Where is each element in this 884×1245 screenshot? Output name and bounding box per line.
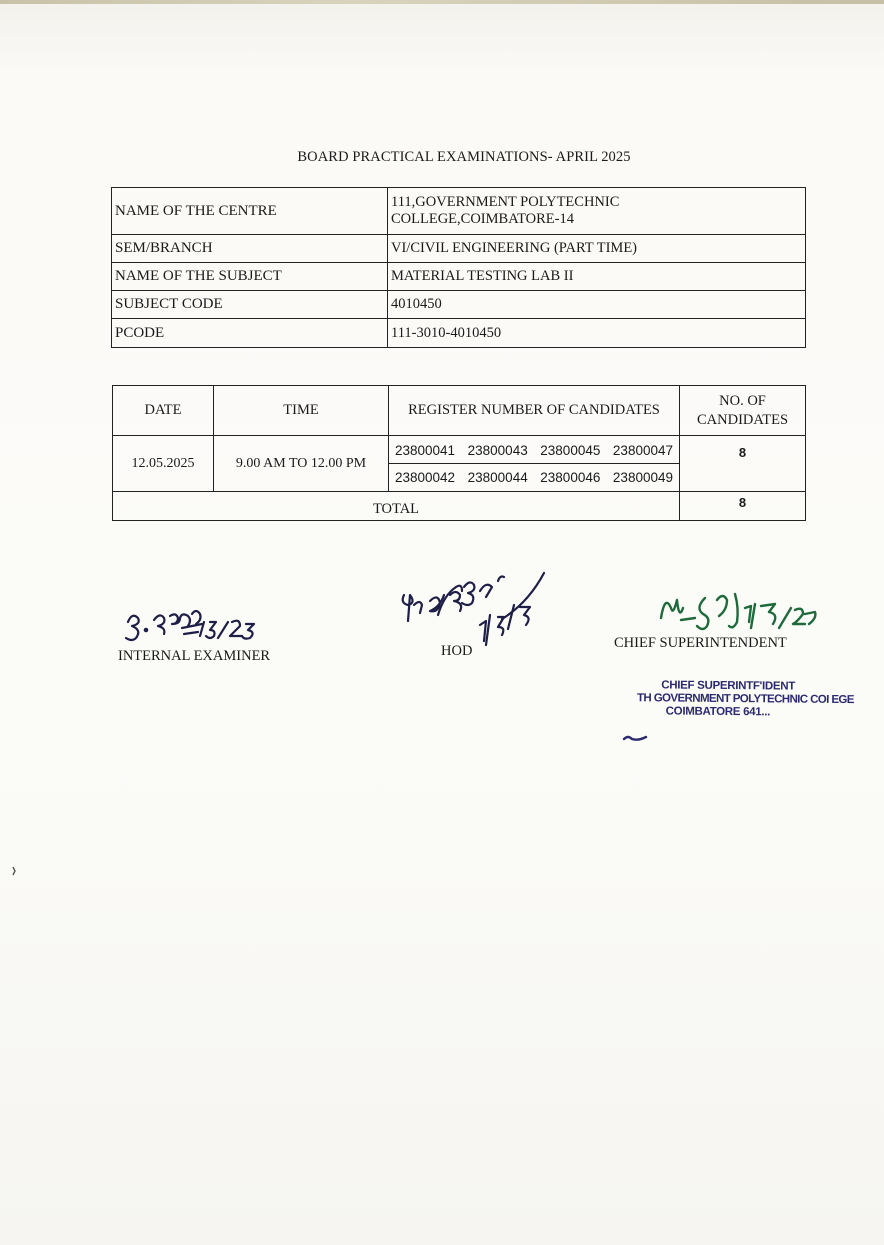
register-number: 23800042 <box>395 469 456 485</box>
candidate-count: 8 <box>738 445 747 460</box>
internal-examiner-signature <box>122 600 262 648</box>
total-row <box>113 492 805 520</box>
internal-examiner-label: INTERNAL EXAMINER <box>118 648 271 664</box>
count-header-line1: NO. OF <box>719 392 766 409</box>
table-row <box>112 188 805 235</box>
ink-mark <box>622 733 648 743</box>
register-number: 23800045 <box>540 442 601 458</box>
subject-code-label: SUBJECT CODE <box>112 291 388 318</box>
candidates-header-row <box>113 386 805 436</box>
table-row <box>112 263 805 291</box>
office-stamp <box>633 679 854 720</box>
time-header: TIME <box>214 386 389 435</box>
total-label: TOTAL <box>113 492 680 520</box>
register-number: 23800049 <box>612 469 673 485</box>
candidates-table <box>112 385 806 521</box>
table-row <box>112 291 805 319</box>
binding-hole-mark <box>10 866 18 876</box>
register-number: 23800046 <box>540 469 601 485</box>
stamp-line1: CHIEF SUPERINTF'IDENT <box>661 679 796 693</box>
total-value: 8 <box>738 495 747 510</box>
chief-superintendent-label: CHIEF SUPERINTENDENT <box>614 635 787 651</box>
pcode-label: PCODE <box>112 319 388 347</box>
register-numbers <box>389 436 680 491</box>
table-row <box>112 319 805 347</box>
subject-value: MATERIAL TESTING LAB II <box>391 268 574 284</box>
exam-time: 9.00 AM TO 12.00 PM <box>214 436 389 491</box>
register-number: 23800047 <box>612 442 673 458</box>
exam-heading: BOARD PRACTICAL EXAMINATIONS- APRIL 2025 <box>297 149 631 165</box>
paper-edge <box>0 0 884 4</box>
centre-value-line1: 111,GOVERNMENT POLYTECHNIC <box>391 194 620 210</box>
register-number: 23800044 <box>467 469 528 485</box>
stamp-line3: COIMBATORE 641... <box>665 705 771 719</box>
sem-label: SEM/BRANCH <box>112 235 388 262</box>
register-line-2 <box>389 463 679 490</box>
count-header-line2: CANDIDATES <box>696 411 789 428</box>
date-header: DATE <box>113 386 214 435</box>
candidates-data-row <box>113 436 805 492</box>
hod-label: HOD <box>441 643 473 659</box>
centre-value-line2: COLLEGE,COIMBATORE-14 <box>391 211 574 227</box>
stamp-line2: TH GOVERNMENT POLYTECHNIC COI EGE <box>636 692 854 707</box>
count-header <box>680 386 805 435</box>
sem-value: VI/CIVIL ENGINEERING (PART TIME) <box>391 240 638 256</box>
table-row <box>112 235 805 263</box>
register-header: REGISTER NUMBER OF CANDIDATES <box>389 386 680 435</box>
register-line-1 <box>395 437 673 463</box>
centre-value <box>388 188 805 234</box>
subject-label: NAME OF THE SUBJECT <box>112 263 388 290</box>
register-number: 23800041 <box>395 442 456 458</box>
chief-superintendent-signature <box>655 588 825 636</box>
hod-signature <box>394 565 554 647</box>
centre-label: NAME OF THE CENTRE <box>112 188 388 234</box>
register-number: 23800043 <box>467 442 528 458</box>
subject-code-value: 4010450 <box>391 296 442 312</box>
exam-date: 12.05.2025 <box>113 436 214 491</box>
pcode-value: 111-3010-4010450 <box>391 324 502 341</box>
centre-info-table <box>111 187 806 348</box>
